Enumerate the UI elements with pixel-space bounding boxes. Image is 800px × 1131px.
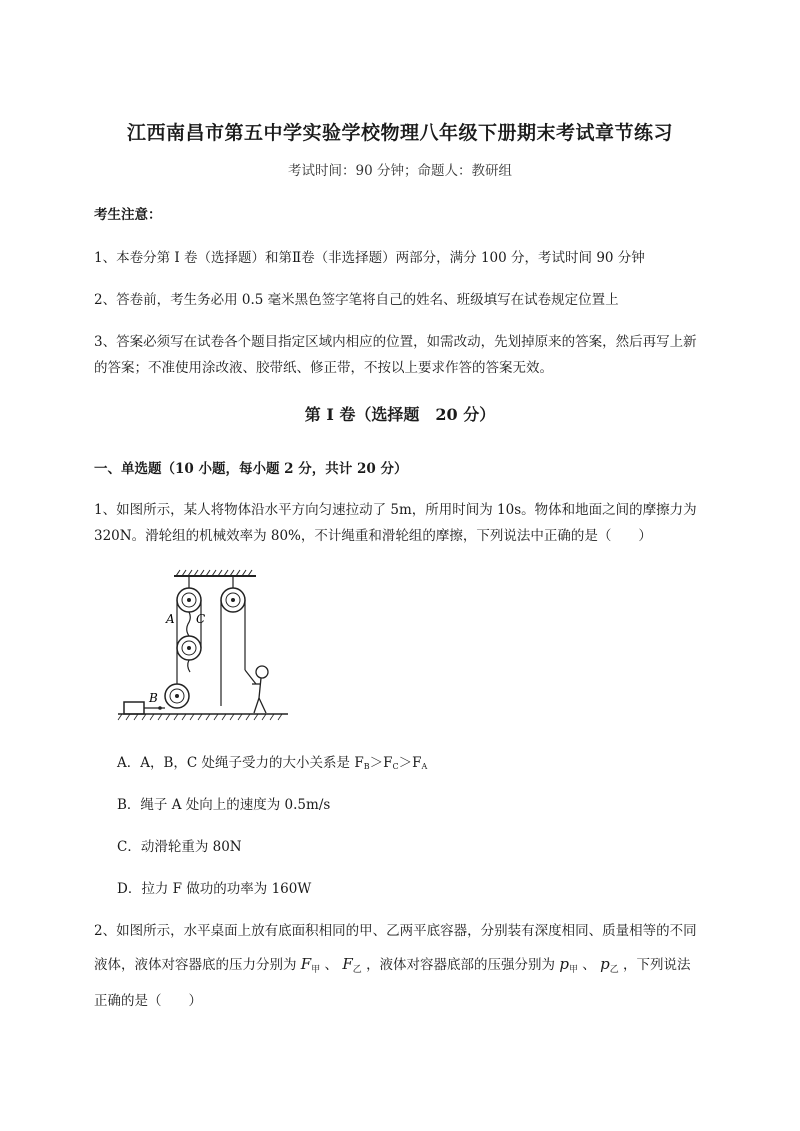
question-2-line-2 <box>94 953 691 975</box>
question-1-option-d[interactable]: D．拉力 F 做功的功率为 160W <box>117 881 312 897</box>
label-c: C <box>196 612 206 626</box>
notice-item-3-cont: 的答案；不准使用涂改液、胶带纸、修正带，不按以上要求作答的答案无效。 <box>94 360 553 376</box>
page-title: 江西南昌市第五中学实验学校物理八年级下册期末考试章节练习 <box>126 122 673 144</box>
question-2-line-1: 2、如图所示，水平桌面上放有底面积相同的甲、乙两平底容器，分别装有深度相同、质量相等的不同 <box>94 923 697 939</box>
subscript-a: A <box>421 762 428 771</box>
part-heading: 一、单选题（10 小题，每小题 2 分，共计 20 分） <box>94 461 408 477</box>
subscript-b: B <box>363 762 370 771</box>
label-a: A <box>166 612 175 626</box>
question-1-option-b[interactable]: B．绳子 A 处向上的速度为 0.5m/s <box>117 797 331 813</box>
question-1-option-c[interactable]: C．动滑轮重为 80N <box>117 839 242 855</box>
q2-separator-1: 、 <box>324 957 339 973</box>
question-1-option-a[interactable] <box>117 751 427 771</box>
pressure-yi: $p_乙$ <box>600 955 619 975</box>
force-yi: $F_乙$ <box>342 955 362 975</box>
pulley-figure <box>116 566 292 726</box>
notice-heading: 考生注意： <box>94 207 162 223</box>
notice-item-3: 3、答案必须写在试卷各个题目指定区域内相应的位置，如需改动，先划掉原来的答案，然后再写上新 <box>94 334 697 350</box>
exam-info: 考试时间：90 分钟；命题人：教研组 <box>288 163 512 179</box>
option-a-relation-2: ＞F <box>398 755 422 771</box>
q2-text-c: ，下列说法 <box>623 957 691 973</box>
section-title: 第 I 卷（选择题 20 分） <box>304 405 496 424</box>
subscript-c: C <box>392 762 399 771</box>
label-b: B <box>149 691 158 705</box>
q2-separator-2: 、 <box>582 957 596 973</box>
option-a-relation-1: ＞F <box>369 755 393 771</box>
question-1-line-2: 320N。滑轮组的机械效率为 80%，不计绳重和滑轮组的摩擦，下列说法中正确的是（ ） <box>94 528 652 544</box>
q2-text-b: ，液体对容器底部的压强分别为 <box>366 957 556 973</box>
pressure-jia: $p_甲$ <box>559 955 578 975</box>
notice-item-2: 2、答卷前，考生务必用 0.5 毫米黑色签字笔将自己的姓名、班级填写在试卷规定位置上 <box>94 292 619 308</box>
question-2-line-3: 正确的是（ ） <box>94 993 202 1009</box>
notice-item-1: 1、本卷分第 I 卷（选择题）和第Ⅱ卷（非选择题）两部分，满分 100 分，考试时间 90 分钟 <box>94 250 645 266</box>
option-a-text: A．A，B，C 处绳子受力的大小关系是 F <box>117 755 364 771</box>
q2-text-a: 液体，液体对容器底的压力分别为 <box>94 957 297 973</box>
question-1-line-1: 1、如图所示，某人将物体沿水平方向匀速拉动了 5m，所用时间为 10s。物体和地面之间的摩擦力为 <box>94 502 697 518</box>
force-jia: $F_甲$ <box>300 955 321 975</box>
